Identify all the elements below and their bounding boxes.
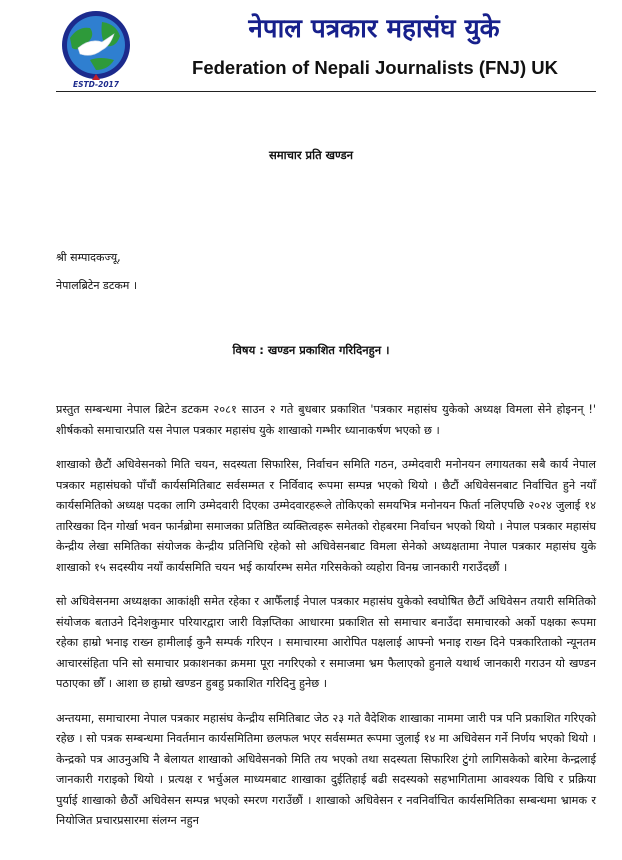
body-paragraph: शाखाको छैटौं अधिवेसनको मिति चयन, सदस्यता सिफारिस, निर्वाचन समिति गठन, उम्मेदवारी मनोनयन लगायतका सबै कार्य नेपाल पत्रकार महासंघको पाँचौं कार्यसमितिबाट सर्वसम्मत र निर्विवाद रूपमा सम्पन्न भएको थियो । छैटौं अधिवेसनबाट निर्वाचित हुने नयाँ कार्यसमितिको अध्यक्ष पदका लागि उम्मेदवारी दिएका उम्मेदवारहरूले तोकिएको समयभित्र मनोनयन फिर्ता नलिएपछि २०२४ जुलाई १४ तारिखका दिन गोर्खा भवन फार्नब्रोमा समाजका प्रतिष्ठित व्यक्तित्वहरू समेतको रोहबरमा निर्वाचन भएको थियो । नेपाल पत्रकार महासंघ केन्द्रीय लेखा समितिका संयोजक केन्द्रीय प्रतिनिधि रहेको सो अधिवेसनबाट विमला सेनेको अध्यक्षतामा नेपाल पत्रकार महासंघ युके शाखाको १५ सदस्यीय नयाँ कार्यसमिति चयन भई कार्यारम्भ समेत गरिसकेको व्यहोरा विनम्र जानकारी गराउँदछौं ।	[56, 458, 596, 574]
logo-estd-text: ESTD-2017	[73, 80, 119, 88]
publication-name: नेपालब्रिटेन डटकम ।	[56, 279, 138, 292]
org-name-english: Federation of Nepali Journalists (FNJ) UK	[192, 57, 558, 78]
body-paragraph: प्रस्तुत सम्बन्धमा नेपाल ब्रिटेन डटकम २०८१ साउन २ गते बुधबार प्रकाशित 'पत्रकार महासंघ युकेको अध्यक्ष विमला सेने होइनन् !' शीर्षकको समाचारप्रति यस नेपाल पत्रकार महासंघ युके शाखाको गम्भीर ध्यानाकर्षण भएको छ ।	[56, 403, 596, 437]
fnj-uk-logo	[56, 8, 136, 88]
org-name-nepali: नेपाल पत्रकार महासंघ युके	[248, 14, 500, 44]
letter-body	[56, 400, 596, 846]
letterhead	[56, 8, 596, 92]
header-divider	[56, 91, 596, 92]
addressee: श्री सम्पादकज्यू,	[56, 251, 121, 264]
subject-line: विषय : खण्डन प्रकाशित गरिदिनहुन ।	[232, 343, 390, 357]
body-paragraph: सो अधिवेसनमा अध्यक्षका आकांक्षी समेत रहेका र आफैँलाई नेपाल पत्रकार महासंघ युकेको स्वघोषित छैटौं अधिवेसन तयारी समितिको संयोजक बताउने दिनेशकुमार परियारद्वारा जारी विज्ञप्तिका आधारमा प्रकाशित सो समाचार बनाउँदा समाचारको अर्को पक्षका रूपमा रहेका हाम्रो भनाइ राख्न हामीलाई कुनै सम्पर्क गरिएन । समाचारमा आरोपित पक्षलाई आफ्नो भनाइ राख्न दिने पत्रकारिताको न्यूनतम आचारसंहिता पनि सो समाचार प्रकाशनका क्रममा पूरा नगरिएको र समाजमा भ्रम फैलाएको हुनाले यथार्थ जानकारी गराउन यो खण्डन पठाएका छौँ । आशा छ हाम्रो खण्डन हुबहु प्रकाशित गरिदिनु हुनेछ ।	[56, 595, 596, 690]
body-paragraph: अन्तयमा, समाचारमा नेपाल पत्रकार महासंघ केन्द्रीय समितिबाट जेठ २३ गते वैदेशिक शाखाका नाममा जारी पत्र पनि प्रकाशित गरिएको रहेछ । सो पत्रक सम्बन्धमा निवर्तमान कार्यसमितिमा छलफल भएर सर्वसम्मत रूपमा जुलाई १४ मा अधिवेसन गर्ने निर्णय भएको थियो । केन्द्रको पत्र आउनुअघि नै बेलायत शाखाको अधिवेसनको मिति तय भएको तथा सदस्यता सिफारिश टुंगो लागिसकेको बारेमा केन्द्रलाई जानकारी गराइको थियो । प्रत्यक्ष र भर्चुअल माध्यमबाट शाखाका दुईतिहाई बढी सदस्यको सहभागितामा आवश्यक विधि र प्रक्रिया पुर्याई शाखाको छैठौं अधिवेसन सम्पन्न भएको स्मरण गराउँछौं । शाखाको अधिवेसन र नवनिर्वाचित कार्यसमितिका सम्बन्धमा भ्रामक र नियोजित प्रचारप्रसारमा संलग्न नहुन	[56, 711, 596, 827]
document-heading: समाचार प्रति खण्डन	[268, 148, 354, 162]
